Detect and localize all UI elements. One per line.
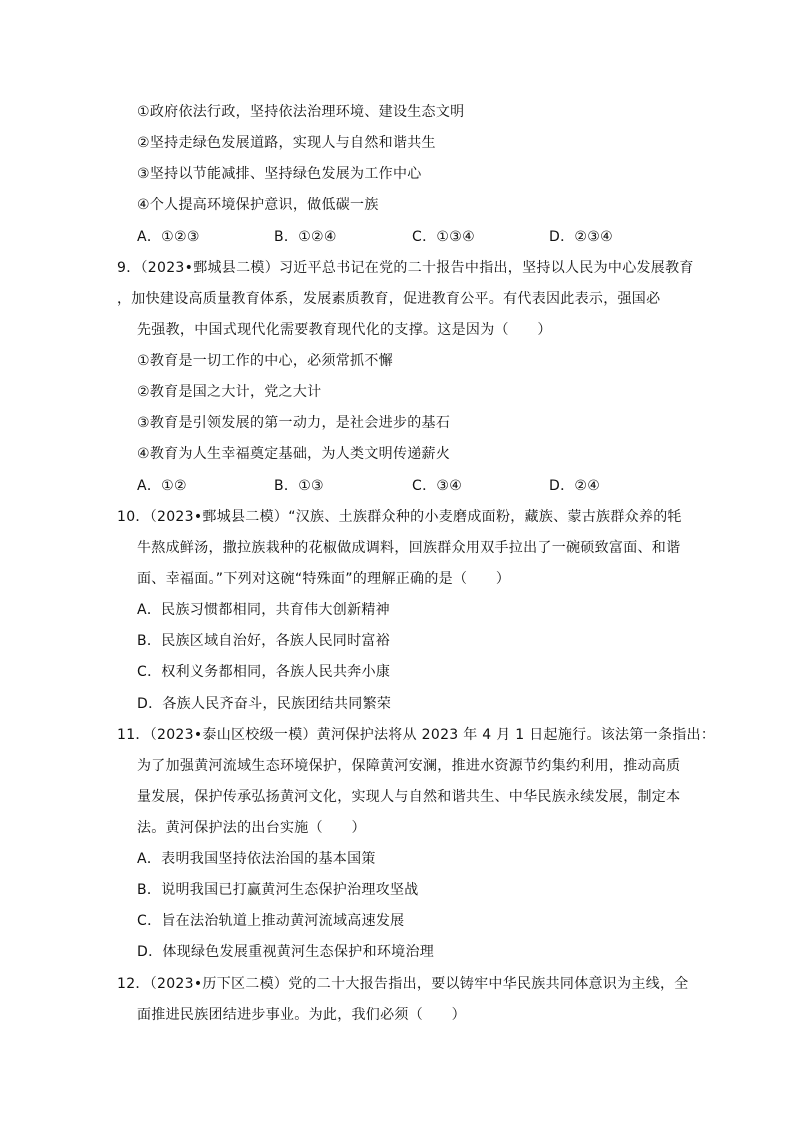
q11-stem-line-1: 11．（2023•泰山区校级一模）黄河保护法将从 2023 年 4 月 1 日起施行。该法第一条指出：: [117, 727, 716, 743]
q9-option-d[interactable]: D．②④: [549, 478, 601, 494]
q11-option-a[interactable]: A．表明我国坚持依法治国的基本国策: [137, 851, 376, 867]
q8-option-c[interactable]: C．①③④: [412, 229, 475, 245]
q9-stem-line-1: 9．（2023•鄄城县二模）习近平总书记在党的二十报告中指出，坚持以人民为中心发展教育: [117, 260, 694, 276]
q9-item-1: ①教育是一切工作的中心，必须常抓不懈: [137, 353, 393, 369]
q11-stem-line-3: 量发展，保护传承弘扬黄河文化，实现人与自然和谐共生、中华民族永续发展，制定本: [137, 789, 681, 805]
q10-stem-line-2: 牛熬成鲜汤，撒拉族栽种的花椒做成调料，回族群众用双手拉出了一碗硕致富面、和谐: [137, 540, 681, 556]
q11-option-b[interactable]: B．说明我国已打赢黄河生态保护治理攻坚战: [137, 882, 419, 898]
q10-option-a[interactable]: A．民族习惯都相同，共育伟大创新精神: [137, 602, 390, 618]
q8-item-4: ④个人提高环境保护意识，做低碳一族: [137, 197, 379, 213]
q9-stem-line-3: 先强教，中国式现代化需要教育现代化的支撑。这是因为（ ）: [137, 322, 552, 338]
q8-option-b[interactable]: B．①②④: [274, 229, 337, 245]
q12-stem-line-1: 12．（2023•历下区二模）党的二十大报告指出，要以铸牢中华民族共同体意识为主线，全: [117, 976, 689, 992]
q8-options: [137, 227, 697, 247]
q9-option-b[interactable]: B．①③: [274, 478, 324, 494]
q12-stem-line-2: 面推进民族团结进步事业。为此，我们必须（ ）: [137, 1007, 466, 1023]
q8-item-2: ②坚持走绿色发展道路，实现人与自然和谐共生: [137, 135, 436, 151]
q9-stem-line-2: ，加快建设高质量教育体系，发展素质教育，促进教育公平。有代表因此表示，强国必: [117, 291, 661, 307]
q9-item-3: ③教育是引领发展的第一动力，是社会进步的基石: [137, 415, 451, 431]
q9-options: [137, 476, 697, 496]
q10-option-c[interactable]: C．权利义务都相同，各族人民共奔小康: [137, 664, 391, 680]
q9-option-c[interactable]: C．③④: [412, 478, 463, 494]
q9-option-a[interactable]: A．①②: [137, 478, 187, 494]
q8-option-d[interactable]: D．②③④: [549, 229, 613, 245]
q10-stem-line-1: 10．（2023•鄄城县二模）“汉族、土族群众种的小麦磨成面粉，藏族、蒙古族群众养的牦: [117, 509, 682, 525]
q9-item-4: ④教育为人生幸福奠定基础，为人类文明传递薪火: [137, 446, 451, 462]
q10-option-d[interactable]: D．各族人民齐奋斗，民族团结共同繁荣: [137, 696, 392, 712]
q10-stem-line-3: 面、幸福面。”下列对这碗“特殊面”的理解正确的是（ ）: [137, 571, 511, 587]
q8-item-1: ①政府依法行政，坚持依法治理环境、建设生态文明: [137, 104, 465, 120]
q11-stem-line-4: 法。黄河保护法的出台实施（ ）: [137, 820, 366, 836]
q11-option-c[interactable]: C．旨在法治轨道上推动黄河流域高速发展: [137, 913, 405, 929]
q11-option-d[interactable]: D．体现绿色发展重视黄河生态保护和环境治理: [137, 944, 435, 960]
q11-stem-line-2: 为了加强黄河流域生态环境保护，保障黄河安澜，推进水资源节约集约利用，推动高质: [137, 758, 681, 774]
q9-item-2: ②教育是国之大计，党之大计: [137, 384, 322, 400]
q8-item-3: ③坚持以节能减排、坚持绿色发展为工作中心: [137, 166, 422, 182]
q8-option-a[interactable]: A．①②③: [137, 229, 200, 245]
q10-option-b[interactable]: B．民族区域自治好，各族人民同时富裕: [137, 633, 391, 649]
